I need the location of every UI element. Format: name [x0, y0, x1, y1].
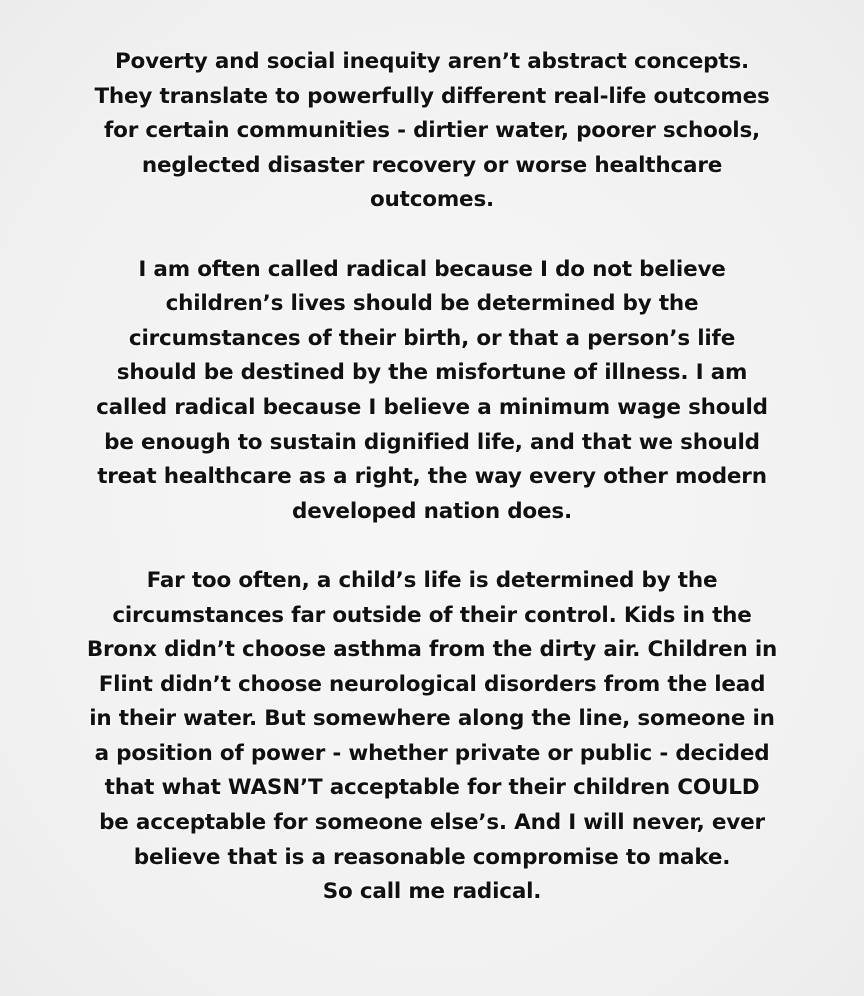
text-line: Bronx didn’t choose asthma from the dirty air. Children in	[86, 637, 778, 663]
text-line: believe that is a reasonable compromise to make.	[133, 844, 731, 870]
paragraph-childs-life	[0, 564, 864, 910]
text-line: be enough to sustain dignified life, and that we should	[104, 429, 760, 455]
paragraph-called-radical	[0, 253, 864, 530]
text-line: be acceptable for someone else’s. And I will never, ever	[99, 810, 765, 836]
text-line: should be destined by the misfortune of illness. I am	[116, 360, 748, 386]
text-line: called radical because I believe a minimum wage should	[96, 394, 768, 420]
text-line: developed nation does.	[292, 498, 572, 524]
text-line: that what WASN’T acceptable for their children COULD	[104, 775, 760, 801]
text-line: children’s lives should be determined by the	[165, 291, 699, 317]
text-line: Far too often, a child’s life is determined by the	[146, 567, 718, 593]
closing-line: So call me radical.	[322, 879, 542, 905]
text-line: treat healthcare as a right, the way every other modern	[97, 464, 767, 490]
text-line: They translate to powerfully different real-life outcomes	[94, 83, 770, 109]
text-line: neglected disaster recovery or worse healthcare	[141, 152, 723, 178]
text-line: in their water. But somewhere along the line, someone in	[89, 706, 775, 732]
text-line: Flint didn’t choose neurological disorders from the lead	[98, 671, 766, 697]
text-line: circumstances far outside of their control. Kids in the	[112, 602, 752, 628]
text-line: Poverty and social inequity aren’t abstract concepts.	[114, 49, 750, 74]
text-line: for certain communities - dirtier water, poorer schools,	[103, 118, 761, 144]
text-line: circumstances of their birth, or that a person’s life	[128, 325, 736, 351]
text-line: I am often called radical because I do not believe	[138, 256, 726, 282]
text-line: outcomes.	[369, 187, 495, 213]
text-line: a position of power - whether private or public - decided	[94, 740, 770, 766]
paragraph-poverty-inequity	[0, 45, 864, 218]
